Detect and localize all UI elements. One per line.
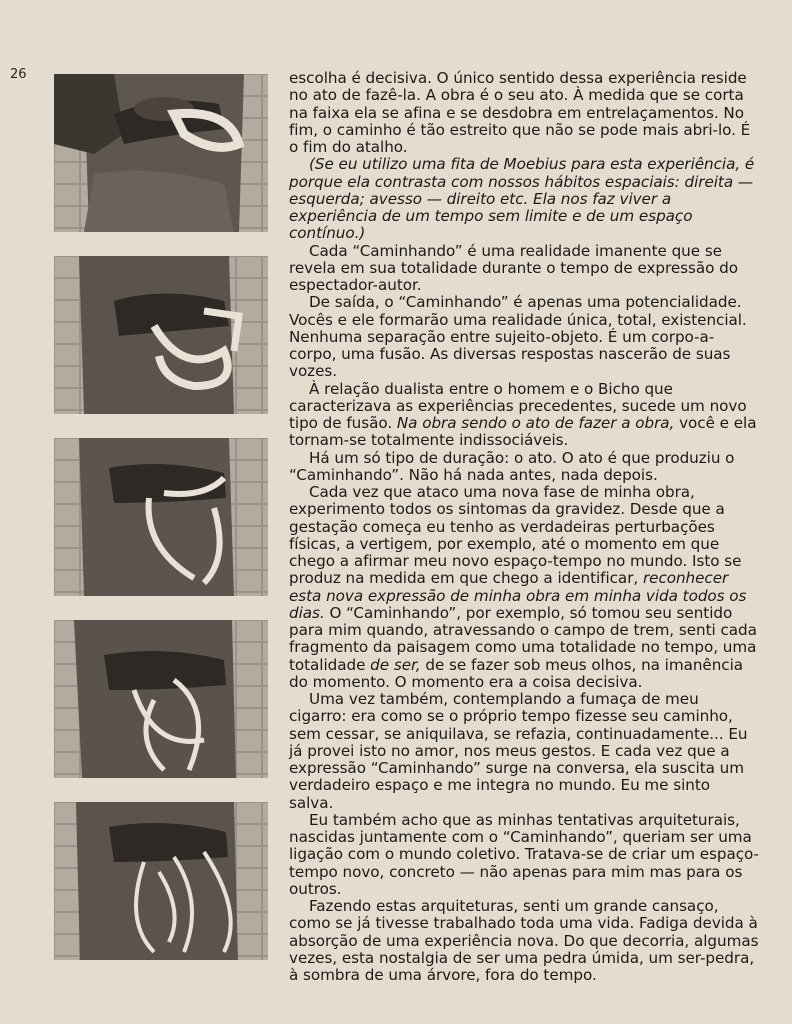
text-run: O “Caminhando”, por exemplo, só tomou seu sentido para mim quando, atravessando o campo de trem, senti cada fragmento da paisagem como uma totalidade no tempo, uma totalidade bbox=[289, 603, 757, 674]
text-run: Cada vez que ataco uma nova fase de minha obra, experimento todos os sintomas da gravidez. Desde que a gestação começa eu tenho as verdadeiras perturbações físicas, a vertigem, por exemplo, até o momento em que chego a afirmar meu novo espaço-tempo no mundo. Isto se produz na medida em que chego a identificar, bbox=[289, 483, 742, 588]
cutting-photo-illustration bbox=[54, 438, 268, 596]
paragraph bbox=[289, 484, 759, 691]
italic-text: reconhecer esta nova expressão de minha obra em minha vida todos os dias. bbox=[289, 569, 747, 622]
paragraph: Fazendo estas arquiteturas, senti um grande cansaço, como se já tivesse trabalhado toda uma vida. Fadiga devida à absorção de uma experiência nova. Do que decorria, algumas vezes, esta nostalgia de ser uma pedra úmida, um ser-pedra, à sombra de uma árvore, fora do tempo. bbox=[289, 897, 759, 984]
paragraph bbox=[289, 381, 759, 450]
paragraph: Eu também acho que as minhas tentativas arquiteturais, nascidas juntamente com o “Caminhando”, queriam ser uma ligação com o mundo coletivo. Tratava-se de criar um espaço-tempo novo, concreto — não apenas para mim mas para os outros. bbox=[289, 810, 759, 898]
cutting-photo-illustration bbox=[54, 74, 268, 232]
photo-caminhando-step-3 bbox=[54, 438, 268, 596]
paragraph: Há um só tipo de duração: o ato. O ato é que produziu o “Caminhando”. Não há nada antes, nada depois. bbox=[289, 448, 735, 484]
text-run: de se fazer sob meus olhos, na imanência do momento. O momento era a coisa decisiva. bbox=[289, 655, 744, 691]
text-run: À relação dualista entre o homem e o Bicho que caracterizava as experiências precedentes, sucede um novo tipo de fusão. bbox=[289, 379, 747, 432]
paragraph: De saída, o “Caminhando” é apenas uma potencialidade. Vocês e ele formarão uma realidade única, total, existencial. Nenhuma separação entre sujeito-objeto. É um corpo-a-corpo, uma fusão. As diversas respostas nascerão de suas vozes. bbox=[289, 293, 747, 381]
paragraph: Cada “Caminhando” é uma realidade imanente que se revela em sua totalidade durante o tempo de expressão do espectador-autor. bbox=[289, 241, 738, 294]
paragraph: Uma vez também, contemplando a fumaça de meu cigarro: era como se o próprio tempo fizesse seu caminho, sem cessar, se aniquilava, se refazia, continuadamente... Eu já provei isto no amor, nos meus gestos. E cada vez que a expressão “Caminhando” surge na conversa, ela suscita um verdadeiro espaço e me integra no mundo. Eu me sinto salva. bbox=[289, 690, 748, 812]
photo-caminhando-step-5 bbox=[54, 802, 268, 960]
cutting-photo-illustration bbox=[54, 620, 268, 778]
paragraph: escolha é decisiva. O único sentido dessa experiência reside no ato de fazê-la. A obra é o seu ato. À medida que se corta na faixa ela se afina e se desdobra em entrelaçamentos. No fim, o caminho é tão estreito que não se pode mais abri-lo. É o fim do atalho. bbox=[289, 69, 751, 156]
cutting-photo-illustration bbox=[54, 256, 268, 414]
paragraph-italic-aside bbox=[289, 156, 759, 242]
photo-caminhando-step-2 bbox=[54, 256, 268, 414]
page-number: 26 bbox=[10, 67, 27, 82]
italic-text: Na obra sendo o ato de fazer a obra, bbox=[396, 414, 675, 432]
text-run: você e ela tornam-se totalmente indissociáveis. bbox=[289, 414, 757, 450]
photo-caminhando-step-1 bbox=[54, 74, 268, 232]
photo-caminhando-step-4 bbox=[54, 620, 268, 778]
article-body bbox=[289, 70, 759, 984]
italic-text: (Se eu utilizo uma fita de Moebius para esta experiência, é porque ela contrasta com nossos hábitos espaciais: direita — esquerda; avesso — direito etc. Ela nos faz viver a experiência de um tempo sem limite e de um espaço contínuo.) bbox=[289, 155, 755, 243]
cutting-photo-illustration bbox=[54, 802, 268, 960]
italic-text: de ser, bbox=[370, 655, 421, 674]
